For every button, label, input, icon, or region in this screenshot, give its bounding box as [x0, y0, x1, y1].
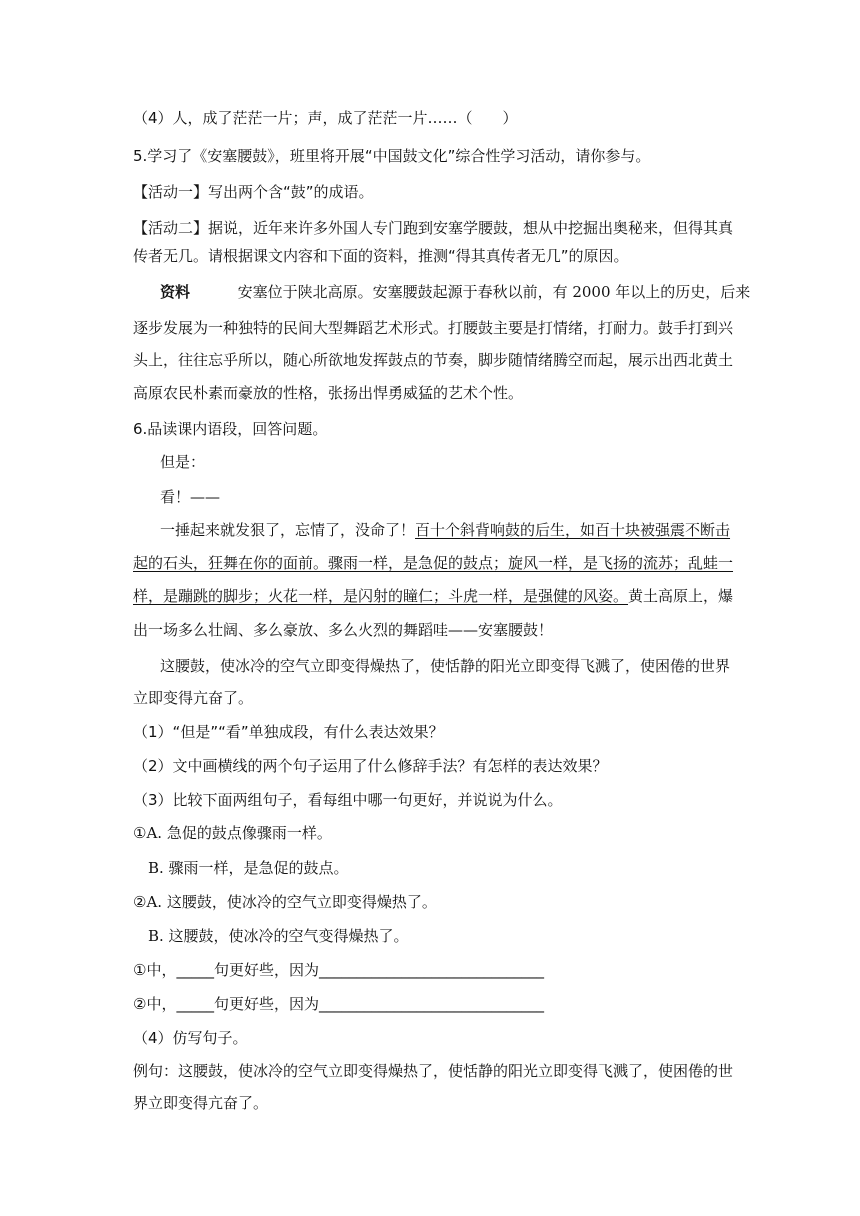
sub-question-4: （4）仿写句子。 — [133, 1029, 248, 1047]
answer-line-2: ②中，_____句更好些，因为______________________________ — [133, 995, 544, 1013]
sentence-pair-2-b: B. 这腰鼓，使冰冷的空气变得燥热了。 — [148, 927, 409, 945]
underlined-sentence-1: 百十个斜背响鼓的后生，如百十块被强震不断击 — [415, 521, 731, 539]
question-4-item: （4）人，成了茫茫一片；声，成了茫茫一片……（ ） — [133, 109, 518, 127]
passage-line-5: 这腰鼓，使冰冷的空气立即变得燥热了，使恬静的阳光立即变得飞溅了，使困倦的世界 — [160, 657, 731, 675]
passage-line-2: 起的石头，狂舞在你的面前。骤雨一样，是急促的鼓点；旋风一样，是飞扬的流苏；乱蛙一 — [133, 554, 734, 572]
passage-line-3: 样，是蹦跳的脚步；火花一样，是闪射的瞳仁；斗虎一样，是强健的风姿。黄土高原上，爆 — [133, 587, 734, 605]
passage-kan: 看！—— — [160, 488, 221, 506]
sentence-pair-1-b: B. 骤雨一样，是急促的鼓点。 — [148, 859, 349, 877]
question-6-stem: 6.品读课内语段，回答问题。 — [133, 420, 328, 438]
sub-question-2: （2）文中画横线的两个句子运用了什么修辞手法？有怎样的表达效果？ — [133, 757, 608, 775]
activity-two-line-1: 【活动二】据说，近年来许多外国人专门跑到安塞学腰鼓，想从中挖掘出奥秘来，但得其真 — [133, 219, 734, 237]
passage-line-1: 一捶起来就发狠了，忘情了，没命了！百十个斜背响鼓的后生，如百十块被强震不断击 — [160, 521, 731, 539]
passage-line-6: 立即变得亢奋了。 — [133, 689, 254, 707]
material-label: 资料 — [160, 283, 191, 301]
activity-two-line-2: 传者无几。请根据课文内容和下面的资料，推测“得其真传者无几”的原因。 — [133, 247, 629, 265]
example-sentence-line-1: 例句：这腰鼓，使冰冷的空气立即变得燥热了，使恬静的阳光立即变得飞溅了，使困倦的世 — [133, 1062, 734, 1080]
activity-one: 【活动一】写出两个含“鼓”的成语。 — [133, 183, 374, 201]
example-sentence-line-2: 界立即变得亢奋了。 — [133, 1094, 269, 1112]
material-text: 安塞位于陕北高原。安塞腰鼓起源于春秋以前，有 2000 年以上的历史，后来 — [237, 283, 751, 301]
material-line-2: 逐步发展为一种独特的民间大型舞蹈艺术形式。打腰鼓主要是打情绪，打耐力。鼓手打到兴 — [133, 319, 734, 337]
underlined-sentence-2: 样，是蹦跳的脚步；火花一样，是闪射的瞳仁；斗虎一样，是强健的风姿。 — [133, 587, 629, 605]
answer-line-1: ①中，_____句更好些，因为______________________________ — [133, 961, 544, 979]
sub-question-3: （3）比较下面两组句子，看每组中哪一句更好，并说说为什么。 — [133, 791, 563, 809]
material-line-4: 高原农民朴素而豪放的性格，张扬出悍勇威猛的艺术个性。 — [133, 384, 524, 402]
question-5-stem: 5.学习了《安塞腰鼓》，班里将开展“中国鼓文化”综合性学习活动，请你参与。 — [133, 147, 651, 165]
passage-danshi: 但是： — [160, 453, 206, 471]
sentence-pair-2-a: ②A. 这腰鼓，使冰冷的空气立即变得燥热了。 — [133, 893, 437, 911]
sub-question-1: （1）“但是”“看”单独成段，有什么表达效果？ — [133, 723, 444, 741]
material-line-1 — [160, 282, 750, 302]
material-line-3: 头上，往往忘乎所以，随心所欲地发挥鼓点的节奏，脚步随情绪腾空而起，展示出西北黄土 — [133, 351, 734, 369]
passage-line-4: 出一场多么壮阔、多么豪放、多么火烈的舞蹈哇——安塞腰鼓！ — [133, 621, 554, 639]
sentence-pair-1-a: ①A. 急促的鼓点像骤雨一样。 — [133, 824, 332, 842]
